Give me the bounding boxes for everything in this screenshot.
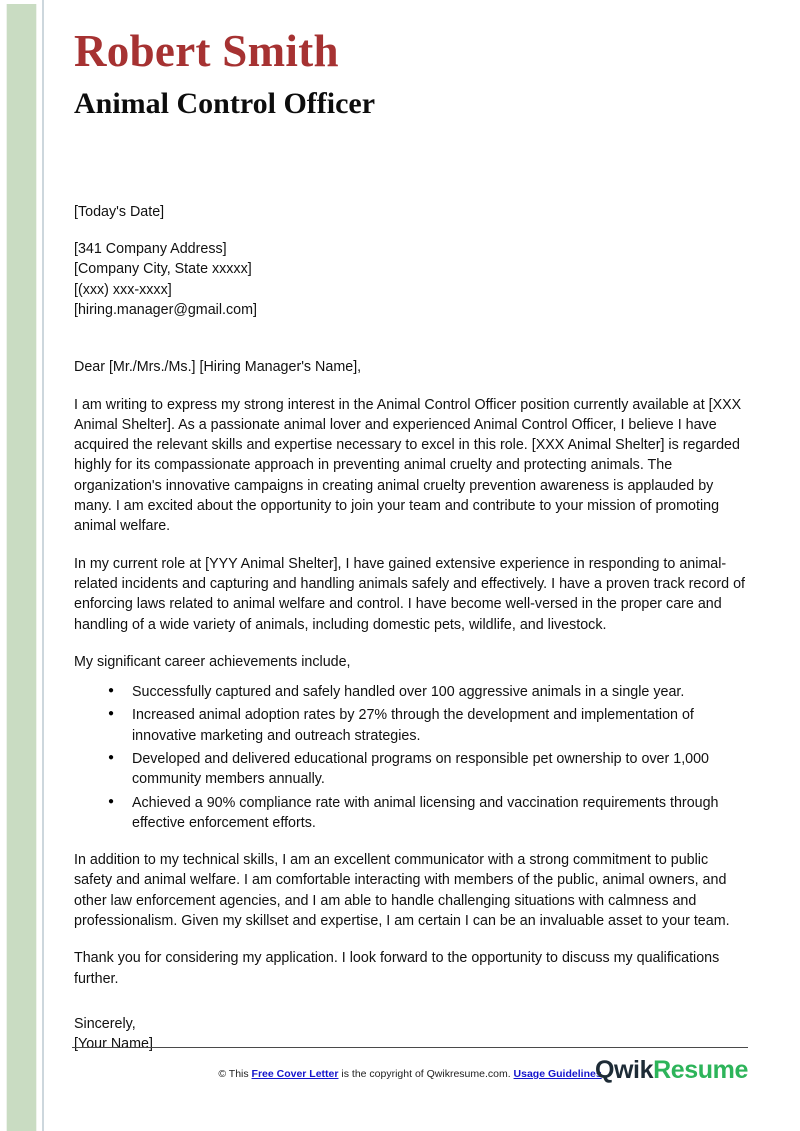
list-item: ● Successfully captured and safely handled over 100 aggressive animals in a single year. <box>132 682 748 702</box>
letter-sheet <box>46 0 800 1131</box>
company-city-state-zip: [Company City, State xxxxx] <box>74 261 252 278</box>
letter-header <box>46 0 800 122</box>
body-paragraph-2: In my current role at [YYY Animal Shelter], I have gained extensive experience in responding to animal-related incidents and capturing and handling animals safely and effectively. I have a proven track record of enforcing laws related to animal welfare and control. I have become well-versed in the proper care and handling of a wide variety of animals, including domestic pets, wildlife, and livestock. <box>74 555 746 633</box>
salutation: Dear [Mr./Mrs./Ms.] [Hiring Manager's Name], <box>74 359 362 376</box>
page-footer <box>72 1047 748 1108</box>
body-paragraph-1: I am writing to express my strong interest in the Animal Control Officer position currently available at [XXX Animal Shelter]. As a passionate animal lover and experienced Animal Control Officer, I believe I have acquired the relevant skills and expertise necessary to excel in this role. [XXX Animal Shelter] is regarded highly for its compassionate approach in preventing animal cruelty and protecting animals. The organization's innovative campaigns in creating animal cruelty prevention awareness is applauded by many. I am excited about the opportunity to join your team and contribute to your mission of promoting animal welfare. <box>74 396 742 535</box>
todays-date: [Today's Date] <box>74 203 165 220</box>
achievements-intro: My significant career achievements include, <box>74 653 351 670</box>
recipient-address-block <box>74 239 748 320</box>
green-accent-bar <box>7 4 36 1131</box>
signature-name: [Your Name] <box>74 1036 153 1053</box>
achievements-list <box>74 682 748 833</box>
logo-text-resume: Resume <box>653 1056 748 1084</box>
body-paragraph-4: Thank you for considering my application. I look forward to the opportunity to discuss my qualifications further. <box>74 950 720 987</box>
list-item: ● Increased animal adoption rates by 27% through the development and implementation of innovative marketing and outreach strategies. <box>132 705 748 746</box>
vertical-divider-line <box>42 0 44 1131</box>
company-address: [341 Company Address] <box>74 241 227 258</box>
list-item: ● Developed and delivered educational programs on responsible pet ownership to over 1,000 community members annually. <box>132 749 748 790</box>
logo-text-qwik: Qwik <box>594 1056 654 1084</box>
free-cover-letter-link[interactable]: Free Cover Letter <box>251 1068 339 1080</box>
letter-body <box>46 202 800 1055</box>
body-paragraph-3: In addition to my technical skills, I am an excellent communicator with a strong commitment to public safety and animal welfare. I am comfortable interacting with members of the public, animal owners, and other law enforcement agencies, and I am able to handle challenging situations with calmness and professionalism. Given my skillset and expertise, I am certain I can be an invaluable asset to your team. <box>74 852 730 930</box>
page-title: Robert Smith <box>74 26 339 76</box>
left-decorative-rail <box>0 0 46 1131</box>
company-phone: [(xxx) xxx-xxxx] <box>74 281 172 298</box>
qwikresume-logo[interactable] <box>595 1056 748 1085</box>
copyright-middle: is the copyright of Qwikresume.com. <box>338 1068 514 1080</box>
footer-row <box>72 1048 748 1108</box>
company-email: [hiring.manager@gmail.com] <box>74 301 257 318</box>
usage-guidelines-link[interactable]: Usage Guidelines <box>513 1068 602 1080</box>
list-item: ● Achieved a 90% compliance rate with animal licensing and vaccination requirements through effective enforcement efforts. <box>132 793 748 834</box>
closing-salutation: Sincerely, <box>74 1015 136 1032</box>
copyright-prefix: © This <box>218 1068 252 1080</box>
date-block <box>74 202 748 222</box>
job-title: Animal Control Officer <box>74 87 376 121</box>
